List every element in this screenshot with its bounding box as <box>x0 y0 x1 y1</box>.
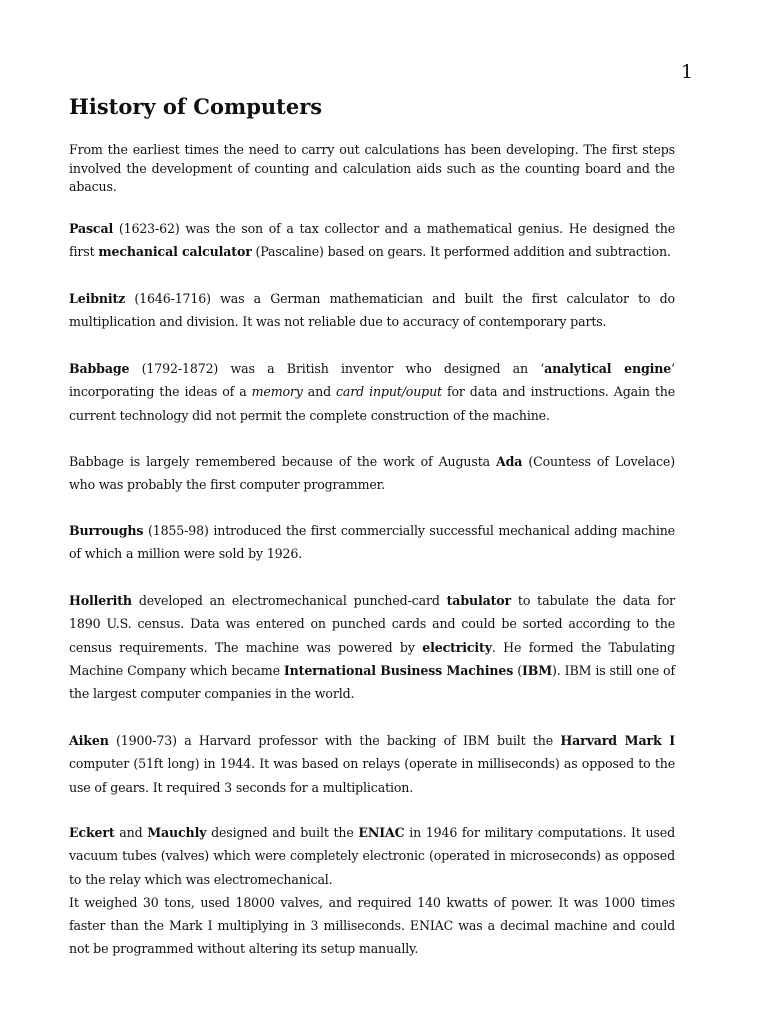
aiken-name: Aiken <box>69 733 109 748</box>
intro-paragraph: From the earliest times the need to carry out calculations has been developing. The first steps involved the development of counting and calculation aids such as the counting board and the abacus. <box>69 142 675 194</box>
aiken-text-1: (1900-73) a Harvard professor with the backing of IBM built the <box>108 733 561 748</box>
eniac-and: and <box>114 825 148 840</box>
page-title: History of Computers <box>69 94 323 119</box>
babbage-name: Babbage <box>69 361 130 376</box>
burroughs-text: (1855-98) introduced the first commercially successful mechanical adding machine of which a million were sold by 1926. <box>69 523 675 562</box>
hollerith-text-4: ( <box>513 662 522 678</box>
leibnitz-name: Leibnitz <box>69 291 126 306</box>
eniac-text-1: designed and built the <box>206 825 359 840</box>
ibm-abbreviation: IBM <box>522 662 553 678</box>
analytical-engine-term: analytical engine <box>544 361 672 376</box>
pascal-name: Pascal <box>69 221 114 236</box>
hollerith-text-5: ). IBM is still one of the largest computer companies in the world. <box>69 662 675 702</box>
hollerith-text-3: . He formed the Tabulating Machine Company which became <box>69 639 676 678</box>
tabulator-term: tabulator <box>446 593 512 608</box>
ibm-full-name: International Business Machines <box>283 662 514 678</box>
ada-paragraph <box>69 450 675 497</box>
ada-text-1: Babbage is largely remembered because of the work of Augusta <box>69 454 497 469</box>
pascal-text-1: (1623-62) was the son of a tax collector and a mathematical genius. He designed the first <box>69 221 675 260</box>
memory-term: memory <box>251 384 303 400</box>
ada-name: Ada <box>496 454 523 469</box>
ada-text-2: (Countess of Lovelace) who was probably the first computer programmer. <box>69 454 675 493</box>
babbage-text-4: for data and instructions. Again the current technology did not permit the complete construction of the machine. <box>69 384 676 423</box>
mauchly-name: Mauchly <box>147 825 207 840</box>
pascal-paragraph <box>69 217 675 264</box>
babbage-text-3: and <box>302 384 337 400</box>
leibnitz-text: (1646-1716) was a German mathematician and built the first calculator to do multiplication and division. It was not reliable due to accuracy of contemporary parts. <box>69 291 675 330</box>
electricity-term: electricity <box>422 639 492 655</box>
babbage-paragraph <box>69 357 675 427</box>
hollerith-text-2: to tabulate the data for 1890 U.S. census. Data was entered on punched cards and could be sorted according to the census requirements. The machine was powered by <box>69 593 675 655</box>
babbage-text-1: (1792-1872) was a British inventor who designed an ‘ <box>129 361 545 376</box>
eniac-term: ENIAC <box>358 825 405 840</box>
hollerith-name: Hollerith <box>69 593 132 608</box>
burroughs-name: Burroughs <box>69 523 144 538</box>
eniac-text-3: It weighed 30 tons, used 18000 valves, and required 140 kwatts of power. It was 1000 times faster than the Mark I multiplying in 3 milliseconds. ENIAC was a decimal machine and could not be programmed without altering its setup manually. <box>69 894 675 957</box>
mechanical-calculator-term: mechanical calculator <box>98 244 252 260</box>
aiken-paragraph <box>69 729 675 799</box>
eniac-paragraph <box>69 821 675 961</box>
aiken-text-2: computer (51ft long) in 1944. It was based on relays (operate in milliseconds) as opposed to the use of gears. It required 3 seconds for a multiplication. <box>69 756 675 795</box>
eckert-name: Eckert <box>69 825 115 840</box>
leibnitz-paragraph <box>69 287 675 334</box>
card-io-term: card input/ouput <box>336 384 442 400</box>
hollerith-text-1: developed an electromechanical punched-card <box>131 593 447 608</box>
page-number: 1 <box>681 61 694 83</box>
eniac-text-2: in 1946 for military computations. It used vacuum tubes (valves) which were completely electronic (operated in microseconds) as opposed to the relay which was electromechanical. <box>69 825 675 887</box>
burroughs-paragraph <box>69 519 675 566</box>
babbage-text-2: ’ incorporating the ideas of a <box>69 361 675 400</box>
pascal-text-2: (Pascaline) based on gears. It performed addition and subtraction. <box>251 244 671 260</box>
harvard-mark-i-term: Harvard Mark I <box>560 733 675 748</box>
hollerith-paragraph <box>69 589 675 705</box>
